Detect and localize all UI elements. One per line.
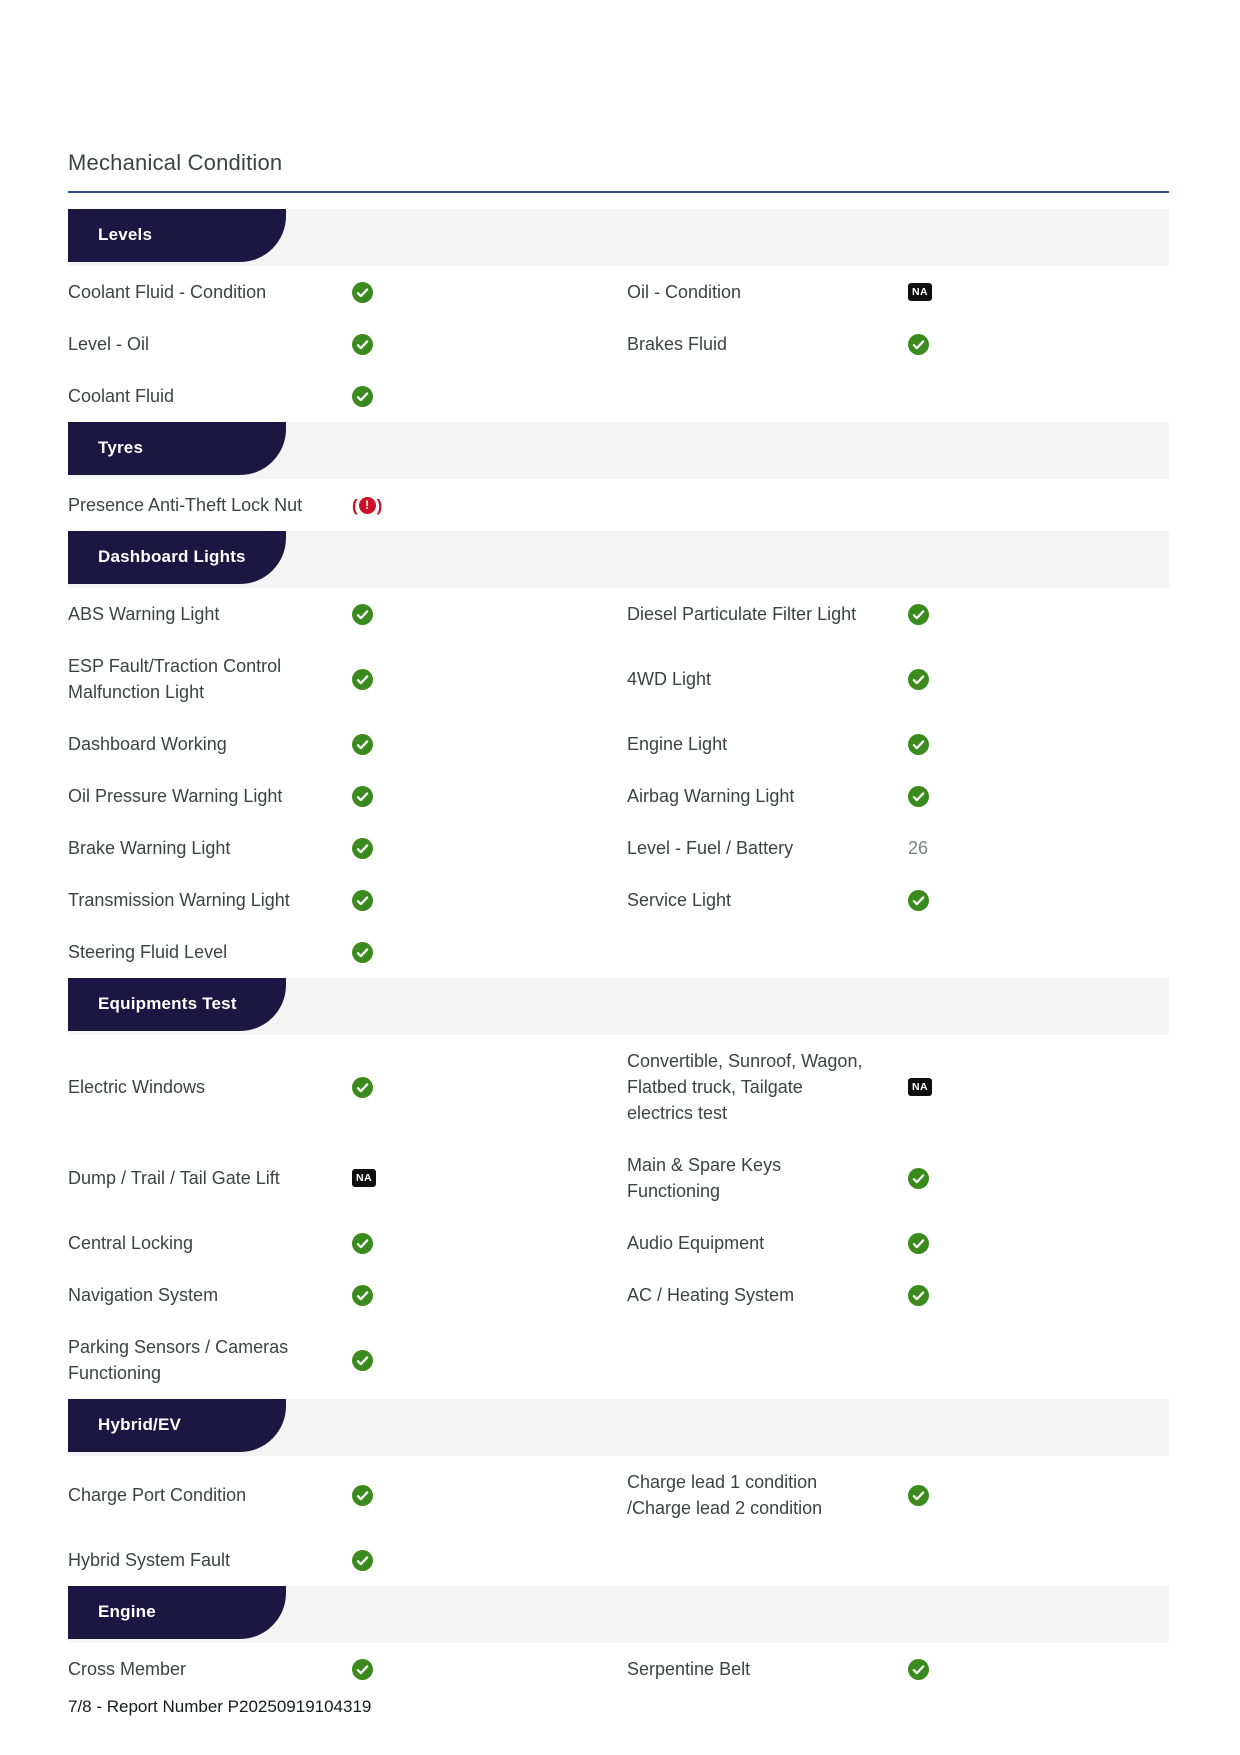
section-header-band (68, 1399, 1169, 1456)
condition-cell-left (68, 383, 627, 409)
section-engine (68, 1586, 1169, 1695)
section-header-pill (68, 209, 286, 262)
section-header-pill (68, 1586, 286, 1639)
status-cell (352, 334, 373, 355)
status-cell (352, 942, 373, 963)
check-icon (352, 1077, 373, 1098)
condition-row (68, 588, 1169, 640)
condition-row (68, 1534, 1169, 1586)
condition-row (68, 640, 1169, 718)
condition-cell-left (68, 887, 627, 913)
condition-row (68, 479, 1169, 531)
check-icon (908, 1659, 929, 1680)
value-text: 26 (908, 837, 929, 858)
sections (68, 209, 1169, 1695)
section-dashboard-lights (68, 531, 1169, 978)
check-icon (352, 1233, 373, 1254)
section-header-band (68, 531, 1169, 588)
condition-cell-left (68, 279, 627, 305)
status-cell (352, 1285, 373, 1306)
item-label: Main & Spare Keys Functioning (627, 1155, 782, 1201)
check-icon (352, 734, 373, 755)
section-header-pill (68, 978, 286, 1031)
check-icon (352, 1485, 373, 1506)
section-title: Dashboard Lights (98, 546, 246, 566)
alert-exclamation: ! (359, 497, 376, 514)
na-badge: NA (908, 283, 932, 302)
item-label: ABS Warning Light (68, 604, 220, 624)
item-label: 4WD Light (627, 669, 712, 689)
condition-row (68, 1139, 1169, 1217)
condition-row (68, 926, 1169, 978)
item-label: Steering Fluid Level (68, 942, 228, 962)
section-title: Equipments Test (98, 993, 237, 1013)
status-cell (352, 1169, 376, 1188)
condition-cell-right (627, 666, 1169, 692)
condition-cell-left (68, 601, 627, 627)
item-label: Coolant Fluid (68, 386, 175, 406)
status-cell (352, 386, 373, 407)
check-icon (352, 334, 373, 355)
check-icon (352, 1285, 373, 1306)
item-label: Parking Sensors / Cameras Functioning (68, 1337, 289, 1383)
condition-row (68, 718, 1169, 770)
condition-row (68, 1035, 1169, 1139)
status-cell (908, 1485, 929, 1506)
status-cell (352, 497, 382, 514)
item-label: Oil Pressure Warning Light (68, 786, 283, 806)
condition-cell-left (68, 783, 627, 809)
condition-cell-left (68, 1656, 627, 1682)
check-icon (352, 1659, 373, 1680)
status-cell (352, 1659, 373, 1680)
item-label: Brake Warning Light (68, 838, 231, 858)
check-icon (352, 282, 373, 303)
status-cell (352, 282, 373, 303)
section-header-pill (68, 422, 286, 475)
check-icon (352, 1350, 373, 1371)
section-title: Levels (98, 224, 153, 244)
condition-row (68, 1456, 1169, 1534)
status-cell (352, 1233, 373, 1254)
na-badge: NA (352, 1169, 376, 1188)
check-icon (352, 786, 373, 807)
condition-cell-left (68, 1482, 627, 1508)
status-cell (908, 334, 929, 355)
condition-row (68, 770, 1169, 822)
section-title: Tyres (98, 437, 144, 457)
status-cell (352, 1077, 373, 1098)
page-footer: 7/8 - Report Number P20250919104319 (68, 1697, 372, 1716)
status-cell (352, 838, 373, 859)
item-label: Dashboard Working (68, 734, 227, 754)
condition-cell-right (627, 331, 1169, 357)
section-levels (68, 209, 1169, 422)
condition-cell-right (627, 279, 1169, 305)
item-label: AC / Heating System (627, 1285, 795, 1305)
condition-row (68, 266, 1169, 318)
condition-cell-left (68, 1165, 627, 1191)
item-label: Serpentine Belt (627, 1659, 751, 1679)
check-icon (908, 786, 929, 807)
item-label: Navigation System (68, 1285, 219, 1305)
status-cell (352, 786, 373, 807)
condition-cell-right (627, 887, 1169, 913)
status-cell (352, 890, 373, 911)
condition-row (68, 1217, 1169, 1269)
condition-cell-right (627, 783, 1169, 809)
status-cell (908, 838, 928, 859)
condition-row (68, 1269, 1169, 1321)
condition-cell-left (68, 1334, 627, 1386)
status-cell (352, 604, 373, 625)
status-cell (352, 1350, 373, 1371)
item-label: Central Locking (68, 1233, 194, 1253)
condition-row (68, 822, 1169, 874)
condition-cell-right (627, 1230, 1169, 1256)
item-label: Brakes Fluid (627, 334, 728, 354)
section-tyres (68, 422, 1169, 531)
status-cell (908, 669, 929, 690)
item-label: Audio Equipment (627, 1233, 765, 1253)
page-title: Mechanical Condition (68, 150, 1169, 193)
item-label: Presence Anti-Theft Lock Nut (68, 495, 303, 515)
check-icon (908, 890, 929, 911)
condition-cell-left (68, 331, 627, 357)
condition-cell-right (627, 1282, 1169, 1308)
condition-cell-left (68, 1547, 627, 1573)
status-cell (908, 786, 929, 807)
condition-row (68, 370, 1169, 422)
check-icon (352, 890, 373, 911)
item-label: Level - Fuel / Battery (627, 838, 794, 858)
condition-cell-right (627, 1469, 1169, 1521)
condition-row (68, 1643, 1169, 1695)
report-page (68, 0, 1169, 1695)
item-label: Oil - Condition (627, 282, 742, 302)
status-cell (908, 283, 932, 302)
status-cell (352, 1550, 373, 1571)
section-header-pill (68, 531, 286, 584)
item-label: Transmission Warning Light (68, 890, 290, 910)
status-cell (352, 1485, 373, 1506)
check-icon (908, 1233, 929, 1254)
item-label: Electric Windows (68, 1077, 206, 1097)
check-icon (908, 734, 929, 755)
status-cell (352, 734, 373, 755)
condition-cell-right (627, 601, 1169, 627)
item-label: Dump / Trail / Tail Gate Lift (68, 1168, 280, 1188)
check-icon (908, 1168, 929, 1189)
check-icon (352, 386, 373, 407)
status-cell (908, 890, 929, 911)
section-title: Engine (98, 1601, 156, 1621)
section-equipments-test (68, 978, 1169, 1399)
status-cell (908, 1168, 929, 1189)
section-header-band (68, 422, 1169, 479)
status-cell (908, 1233, 929, 1254)
condition-cell-left (68, 835, 627, 861)
condition-row (68, 1321, 1169, 1399)
section-header-pill (68, 1399, 286, 1452)
item-label: ESP Fault/Traction Control Malfunction Light (68, 656, 282, 702)
condition-cell-left (68, 492, 627, 518)
condition-cell-right (627, 1656, 1169, 1682)
check-icon (352, 669, 373, 690)
condition-cell-right (627, 835, 1169, 861)
condition-row (68, 874, 1169, 926)
condition-cell-left (68, 653, 627, 705)
status-cell (908, 734, 929, 755)
section-title: Hybrid/EV (98, 1414, 182, 1434)
status-cell (908, 604, 929, 625)
alert-paren-left: ( (352, 495, 358, 515)
condition-cell-left (68, 1074, 627, 1100)
check-icon (352, 604, 373, 625)
alert-icon (352, 497, 382, 514)
status-cell (908, 1659, 929, 1680)
item-label: Charge lead 1 condition /Charge lead 2 condition (627, 1472, 823, 1518)
item-label: Convertible, Sunroof, Wagon, Flatbed truck, Tailgate electrics test (627, 1051, 863, 1123)
check-icon (908, 1485, 929, 1506)
item-label: Engine Light (627, 734, 728, 754)
condition-cell-left (68, 1282, 627, 1308)
section-header-band (68, 209, 1169, 266)
condition-row (68, 318, 1169, 370)
section-hybrid-ev (68, 1399, 1169, 1586)
item-label: Hybrid System Fault (68, 1550, 231, 1570)
status-cell (908, 1285, 929, 1306)
condition-cell-right (627, 1048, 1169, 1126)
check-icon (908, 334, 929, 355)
check-icon (908, 604, 929, 625)
check-icon (908, 669, 929, 690)
item-label: Airbag Warning Light (627, 786, 795, 806)
check-icon (352, 838, 373, 859)
na-badge: NA (908, 1078, 932, 1097)
alert-paren-right: ) (376, 495, 383, 515)
item-label: Cross Member (68, 1659, 187, 1679)
section-header-band (68, 978, 1169, 1035)
check-icon (908, 1285, 929, 1306)
condition-cell-left (68, 939, 627, 965)
condition-cell-right (627, 731, 1169, 757)
section-header-band (68, 1586, 1169, 1643)
status-cell (908, 1078, 932, 1097)
condition-cell-left (68, 1230, 627, 1256)
check-icon (352, 942, 373, 963)
item-label: Coolant Fluid - Condition (68, 282, 267, 302)
item-label: Service Light (627, 890, 732, 910)
status-cell (352, 669, 373, 690)
item-label: Charge Port Condition (68, 1485, 247, 1505)
item-label: Level - Oil (68, 334, 150, 354)
item-label: Diesel Particulate Filter Light (627, 604, 857, 624)
condition-cell-left (68, 731, 627, 757)
condition-cell-right (627, 1152, 1169, 1204)
check-icon (352, 1550, 373, 1571)
